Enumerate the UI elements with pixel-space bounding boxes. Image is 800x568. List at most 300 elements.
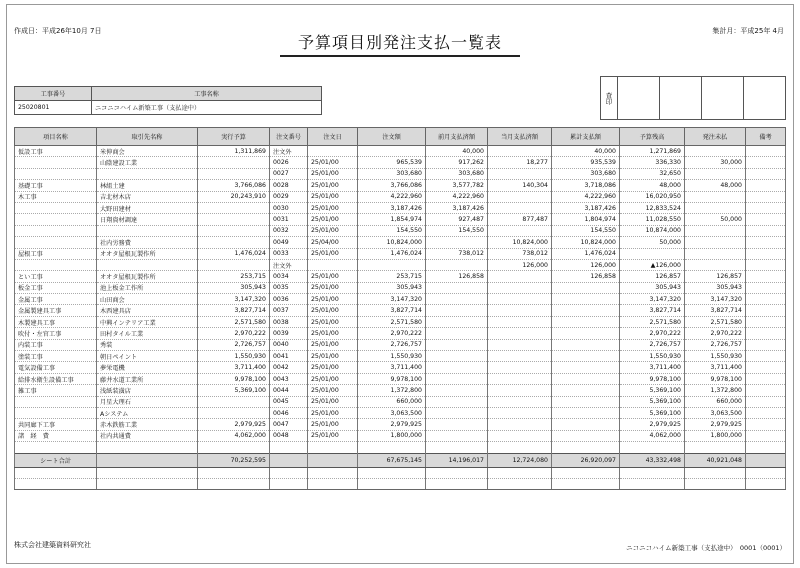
table-cell: 4,222,960 [552,191,620,202]
table-cell [552,373,620,384]
table-cell: 2,979,925 [620,419,685,430]
table-cell: 0031 [270,214,308,225]
table-cell [488,467,552,478]
table-row [15,305,786,316]
table-cell [746,351,786,362]
table-cell [488,442,552,453]
table-cell [308,467,358,478]
table-cell [308,478,358,489]
table-cell: 25/01/00 [308,225,358,236]
table-cell [746,385,786,396]
table-cell [426,316,488,327]
table-row [15,362,786,373]
table-cell: 1,476,024 [198,248,270,259]
table-cell [552,407,620,418]
table-cell: 10,824,000 [488,237,552,248]
table-cell: 25/01/00 [308,328,358,339]
table-cell [488,396,552,407]
table-cell [746,282,786,293]
table-cell: 40,000 [426,146,488,157]
table-cell [552,282,620,293]
table-cell [308,442,358,453]
column-header: 備考 [746,128,786,146]
table-cell [15,214,97,225]
table-cell [308,453,358,467]
table-cell: 877,487 [488,214,552,225]
table-row [15,467,786,478]
table-cell: 0046 [270,407,308,418]
table-cell: 2,970,222 [198,328,270,339]
table-row [15,396,786,407]
column-header: 前月支払済額 [426,128,488,146]
table-cell: 25/01/00 [308,157,358,168]
table-cell [620,442,685,453]
table-cell [488,351,552,362]
table-cell: 140,304 [488,180,552,191]
table-cell: 25/01/00 [308,362,358,373]
table-cell [746,430,786,441]
table-cell: 917,262 [426,157,488,168]
table-cell [97,225,198,236]
table-cell: 1,550,930 [358,351,426,362]
table-cell [488,282,552,293]
table-cell: 注文外 [270,259,308,270]
table-cell: 154,550 [426,225,488,236]
table-cell: 3,711,400 [198,362,270,373]
table-cell: 0027 [270,168,308,179]
table-cell: 林組土建 [97,180,198,191]
table-cell [685,478,746,489]
table-cell [198,237,270,248]
table-cell: 中興インテリア工業 [97,316,198,327]
table-cell [746,248,786,259]
table-cell [358,259,426,270]
table-cell [488,328,552,339]
table-cell: 0034 [270,271,308,282]
table-cell [426,478,488,489]
table-cell: 25/01/00 [308,316,358,327]
table-cell: 9,978,100 [198,373,270,384]
table-cell [685,202,746,213]
table-cell: 253,715 [358,271,426,282]
table-cell: 1,372,800 [685,385,746,396]
table-cell [488,316,552,327]
table-cell [426,282,488,293]
table-cell [620,467,685,478]
table-cell: 9,978,100 [358,373,426,384]
table-cell [198,168,270,179]
table-cell [198,225,270,236]
table-cell [746,214,786,225]
table-row [15,385,786,396]
table-cell: 48,000 [685,180,746,191]
table-cell [552,339,620,350]
table-cell: 0044 [270,385,308,396]
table-cell [746,407,786,418]
table-cell: 10,824,000 [552,237,620,248]
table-cell: 305,943 [198,282,270,293]
table-cell: 40,921,048 [685,453,746,467]
table-cell [270,453,308,467]
table-cell: オオタ屋根瓦製作所 [97,248,198,259]
table-cell: 25/01/00 [308,294,358,305]
table-cell [426,467,488,478]
table-cell [620,248,685,259]
table-row [15,316,786,327]
table-cell [426,259,488,270]
table-row [15,259,786,270]
table-row [15,282,786,293]
table-cell: 305,943 [620,282,685,293]
table-cell: 米伸商会 [97,146,198,157]
table-cell: 14,196,017 [426,453,488,467]
table-cell [746,396,786,407]
table-cell: 雑工事 [15,385,97,396]
table-cell: 3,187,426 [426,202,488,213]
table-cell [488,478,552,489]
table-cell: 25/01/00 [308,180,358,191]
table-row [15,373,786,384]
table-row [15,407,786,418]
stamp-cell [618,77,660,120]
table-cell [358,467,426,478]
table-cell: 0032 [270,225,308,236]
table-cell: 3,147,320 [358,294,426,305]
table-cell: 965,539 [358,157,426,168]
table-cell: 2,979,925 [198,419,270,430]
table-cell [358,146,426,157]
stamp-cell [702,77,744,120]
column-header: 注文額 [358,128,426,146]
table-cell: 4,222,960 [426,191,488,202]
table-cell: 3,827,714 [358,305,426,316]
column-header: 予算残高 [620,128,685,146]
table-cell [552,328,620,339]
table-cell: オオタ屋根瓦製作所 [97,271,198,282]
footer-project-page: ニコニコハイム新築工事（支払途中） 0001（0001） [626,544,786,552]
table-cell: 3,577,782 [426,180,488,191]
table-cell: 25/01/00 [308,373,358,384]
table-cell: 305,943 [358,282,426,293]
budget-table [14,127,786,490]
table-cell: 1,271,869 [620,146,685,157]
table-cell: 社内共通費 [97,430,198,441]
table-cell: 3,187,426 [552,202,620,213]
table-cell: 25/01/00 [308,351,358,362]
table-cell [685,442,746,453]
table-cell [426,385,488,396]
table-cell: 50,000 [620,237,685,248]
table-cell: 126,858 [552,271,620,282]
table-cell: 山田商会 [97,294,198,305]
table-cell: 4,222,960 [358,191,426,202]
table-cell: 40,000 [552,146,620,157]
table-cell: 738,012 [426,248,488,259]
table-cell [426,339,488,350]
table-cell: 注文外 [270,146,308,157]
table-cell: 25/01/00 [308,282,358,293]
table-cell: 夢栄電機 [97,362,198,373]
table-cell [746,146,786,157]
table-cell: 3,063,500 [685,407,746,418]
table-cell: 赤木鉄筋工業 [97,419,198,430]
table-cell [15,225,97,236]
table-cell: Aシステム [97,407,198,418]
table-cell: 朝日ペイント [97,351,198,362]
table-cell: 25/01/00 [308,339,358,350]
table-cell: 25/01/00 [308,396,358,407]
table-cell: 田村タイル工業 [97,328,198,339]
table-cell: 木西建具店 [97,305,198,316]
table-cell: 基礎工事 [15,180,97,191]
table-cell: とい工事 [15,271,97,282]
table-cell: 3,827,714 [620,305,685,316]
table-cell: 2,970,222 [358,328,426,339]
table-cell: 26,920,097 [552,453,620,467]
table-cell: 社内労務費 [97,237,198,248]
table-row [15,271,786,282]
table-cell: 126,858 [426,271,488,282]
table-cell [198,214,270,225]
table-cell: 給排水衛生設備工事 [15,373,97,384]
table-cell [746,453,786,467]
table-cell [15,157,97,168]
table-cell [358,478,426,489]
table-cell: 藤井水道工業所 [97,373,198,384]
table-cell [15,237,97,248]
table-cell: 板金工事 [15,282,97,293]
table-cell: 0029 [270,191,308,202]
project-info-table [14,86,322,115]
table-cell: 2,571,580 [685,316,746,327]
table-cell: ▲126,000 [620,259,685,270]
table-cell: 2,726,757 [198,339,270,350]
table-cell: 12,833,524 [620,202,685,213]
table-cell [488,146,552,157]
column-header: 取引先名称 [97,128,198,146]
table-cell: 3,147,320 [198,294,270,305]
table-cell [270,442,308,453]
table-cell: 11,028,550 [620,214,685,225]
table-cell: 秀装 [97,339,198,350]
table-cell: 25/01/00 [308,191,358,202]
table-cell [488,191,552,202]
table-cell [746,271,786,282]
stamp-label: 査印 [601,77,618,120]
stamp-cell [660,77,702,120]
table-cell: 935,539 [552,157,620,168]
approval-stamp-box [600,76,786,120]
table-cell [426,396,488,407]
table-cell [97,442,198,453]
table-cell [552,351,620,362]
column-header: 注文日 [308,128,358,146]
table-cell: 1,311,869 [198,146,270,157]
table-cell: 木製建具工事 [15,316,97,327]
table-cell: 1,372,800 [358,385,426,396]
table-cell: 927,487 [426,214,488,225]
table-cell [198,442,270,453]
table-cell [426,362,488,373]
table-cell: 25/01/00 [308,385,358,396]
table-cell: 3,718,086 [552,180,620,191]
table-cell: 0048 [270,430,308,441]
table-cell: 共同廊下工事 [15,419,97,430]
table-cell [488,339,552,350]
table-cell [488,407,552,418]
table-cell [552,396,620,407]
table-cell [746,168,786,179]
table-cell: 0047 [270,419,308,430]
table-cell: 50,000 [685,214,746,225]
table-cell [746,237,786,248]
table-row [15,328,786,339]
table-cell [746,316,786,327]
table-row [15,430,786,441]
table-cell [552,305,620,316]
table-cell: 1,476,024 [358,248,426,259]
table-cell: 1,550,930 [620,351,685,362]
table-cell [746,259,786,270]
table-cell [15,202,97,213]
table-cell: 5,369,100 [620,385,685,396]
table-cell: 70,252,595 [198,453,270,467]
table-cell: 5,369,100 [198,385,270,396]
table-cell: 0030 [270,202,308,213]
table-cell: 0038 [270,316,308,327]
table-cell: 金属工事 [15,294,97,305]
table-cell [488,430,552,441]
table-cell: 154,550 [358,225,426,236]
table-cell: 電気設備工事 [15,362,97,373]
table-cell: 2,979,925 [358,419,426,430]
table-cell [426,430,488,441]
table-cell [15,478,97,489]
table-cell: 3,063,500 [358,407,426,418]
table-cell [685,168,746,179]
table-cell: 67,675,145 [358,453,426,467]
table-cell [746,294,786,305]
table-cell: 303,680 [552,168,620,179]
table-cell: 1,804,974 [552,214,620,225]
table-cell: 253,715 [198,271,270,282]
table-row [15,191,786,202]
column-header: 累計支払額 [552,128,620,146]
table-cell: 9,978,100 [620,373,685,384]
table-cell [426,373,488,384]
project-number-header: 工事番号 [15,87,92,101]
table-cell: 154,550 [552,225,620,236]
table-cell: 3,766,086 [198,180,270,191]
target-month: 集計月：平成25年 4月 [712,27,784,35]
table-cell: シート合計 [15,453,97,467]
table-row [15,157,786,168]
table-row [15,478,786,489]
table-cell: 9,978,100 [685,373,746,384]
table-cell: 5,369,100 [620,396,685,407]
table-cell: 1,476,024 [552,248,620,259]
table-cell [552,385,620,396]
table-cell: 126,000 [552,259,620,270]
table-cell: 32,650 [620,168,685,179]
table-cell [552,467,620,478]
table-row [15,214,786,225]
table-cell [552,294,620,305]
table-cell: 屋根工事 [15,248,97,259]
table-cell: 25/01/00 [308,271,358,282]
table-cell: 738,012 [488,248,552,259]
table-cell [358,442,426,453]
table-cell: 吹付・左官工事 [15,328,97,339]
table-cell [198,259,270,270]
table-cell [488,202,552,213]
table-cell [15,259,97,270]
table-cell [746,339,786,350]
table-cell [746,180,786,191]
report-title: 予算項目別発注支払一覧表 [280,30,520,57]
table-cell: 25/01/00 [308,214,358,225]
table-cell: 0037 [270,305,308,316]
table-cell: 3,147,320 [620,294,685,305]
table-cell [198,157,270,168]
table-row [15,146,786,157]
table-cell [746,305,786,316]
table-row [15,168,786,179]
table-cell [746,191,786,202]
table-cell: 2,571,580 [620,316,685,327]
table-cell: 25/01/00 [308,407,358,418]
column-header: 当月支払済額 [488,128,552,146]
table-cell: 660,000 [358,396,426,407]
table-cell: 4,062,000 [620,430,685,441]
table-cell: 3,711,400 [620,362,685,373]
table-cell: 303,680 [426,168,488,179]
table-cell [198,407,270,418]
table-cell: 0042 [270,362,308,373]
table-cell [308,259,358,270]
table-cell [746,362,786,373]
table-cell: 10,874,000 [620,225,685,236]
table-cell: 126,000 [488,259,552,270]
table-cell: 2,979,925 [685,419,746,430]
table-cell: 18,277 [488,157,552,168]
table-cell [488,362,552,373]
table-cell: 10,824,000 [358,237,426,248]
column-header: 項目名称 [15,128,97,146]
table-row [15,237,786,248]
table-cell [488,225,552,236]
table-cell: 0028 [270,180,308,191]
table-cell: 3,147,320 [685,294,746,305]
table-cell [488,168,552,179]
table-cell: 30,000 [685,157,746,168]
table-cell: 3,187,426 [358,202,426,213]
table-row [15,419,786,430]
table-cell: 0035 [270,282,308,293]
table-cell: 126,857 [620,271,685,282]
column-header: 注文番号 [270,128,308,146]
table-cell: 0026 [270,157,308,168]
table-cell [685,237,746,248]
table-cell: 25/04/00 [308,237,358,248]
table-cell [552,430,620,441]
table-cell: 0045 [270,396,308,407]
table-cell: 2,571,580 [358,316,426,327]
table-row [15,180,786,191]
table-cell [198,467,270,478]
table-cell: 4,062,000 [198,430,270,441]
table-cell [97,453,198,467]
